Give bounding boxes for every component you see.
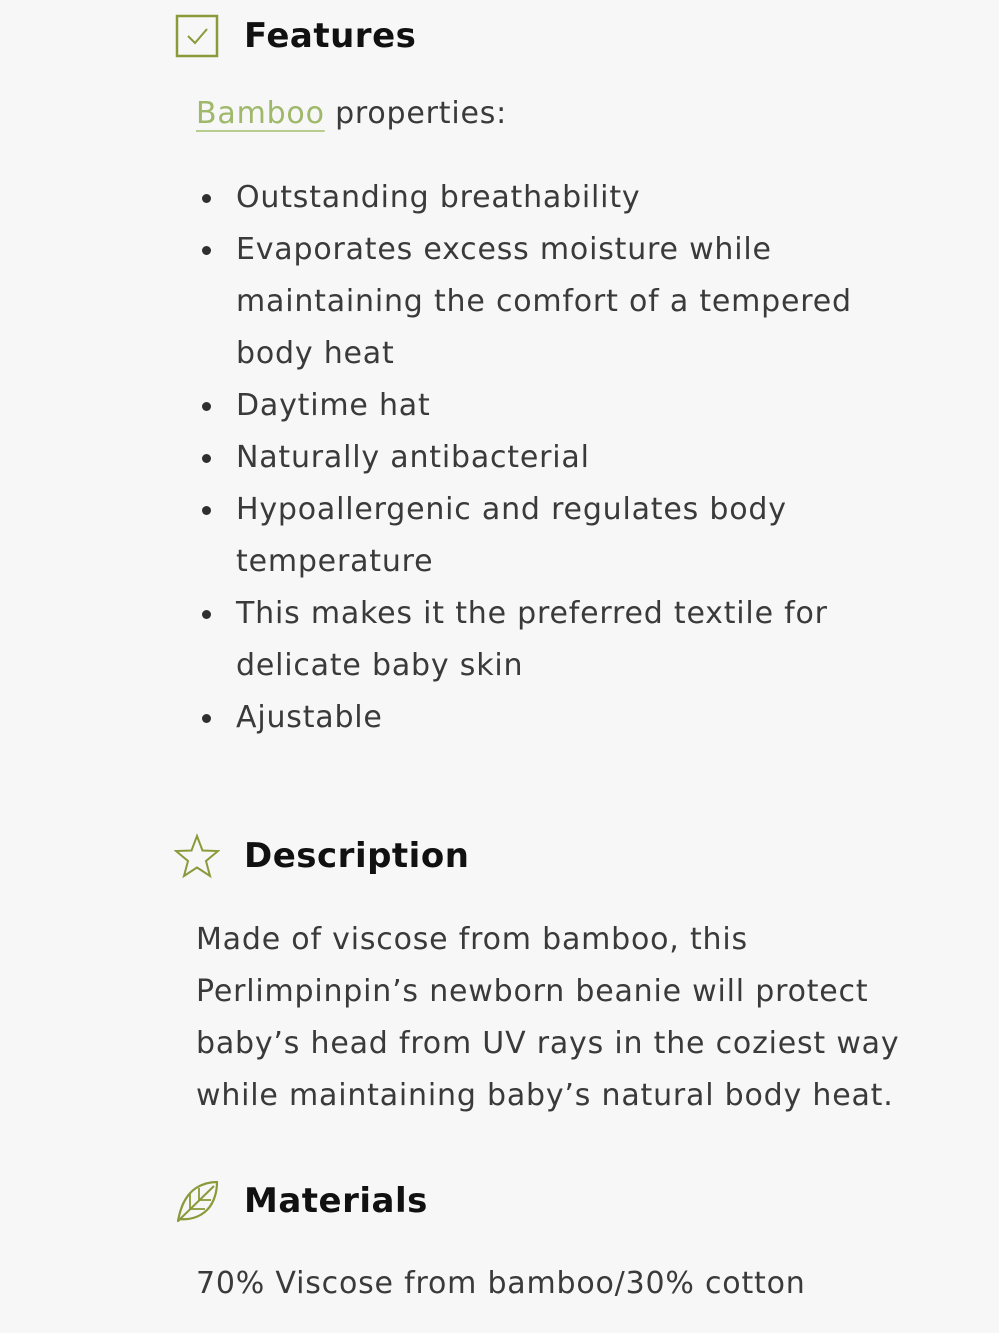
features-title: Features (244, 16, 417, 56)
list-item (196, 692, 896, 744)
leaf-icon (174, 1178, 220, 1224)
bullet-icon (202, 610, 211, 619)
bullet-icon (202, 194, 211, 203)
list-item (196, 484, 896, 588)
bamboo-link[interactable]: Bamboo (196, 96, 325, 131)
list-item (196, 588, 896, 692)
materials-title: Materials (244, 1181, 428, 1221)
list-item-text: This makes it the preferred textile for delicate baby skin (236, 596, 828, 683)
list-item-text: Evaporates excess moisture while maintaining the comfort of a tempered body heat (236, 232, 852, 371)
features-list (196, 172, 896, 744)
bullet-icon (202, 506, 211, 515)
bullet-icon (202, 402, 211, 411)
features-header[interactable] (174, 13, 416, 59)
bullet-icon (202, 714, 211, 723)
checkbox-icon (174, 13, 220, 59)
description-text: Made of viscose from bamboo, this Perlimpinpin’s newborn beanie will protect baby’s head from UV rays in the coziest way while maintaining baby’s natural body heat. (196, 922, 900, 1113)
list-item-text: Hypoallergenic and regulates body temperature (236, 492, 787, 579)
list-item-text: Daytime hat (236, 388, 431, 423)
list-item (196, 380, 896, 432)
star-icon (174, 833, 220, 879)
description-header[interactable] (174, 833, 469, 879)
features-intro (196, 96, 507, 131)
list-item (196, 224, 896, 380)
list-item-text: Ajustable (236, 700, 383, 735)
features-intro-text: properties: (324, 96, 508, 131)
list-item-text: Naturally antibacterial (236, 440, 590, 475)
list-item-text: Outstanding breathability (236, 180, 641, 215)
materials-header[interactable] (174, 1178, 428, 1224)
bullet-icon (202, 246, 211, 255)
list-item (196, 432, 896, 484)
bullet-icon (202, 454, 211, 463)
description-title: Description (244, 836, 470, 876)
materials-text: 70% Viscose from bamboo/30% cotton (196, 1266, 806, 1301)
list-item (196, 172, 896, 224)
